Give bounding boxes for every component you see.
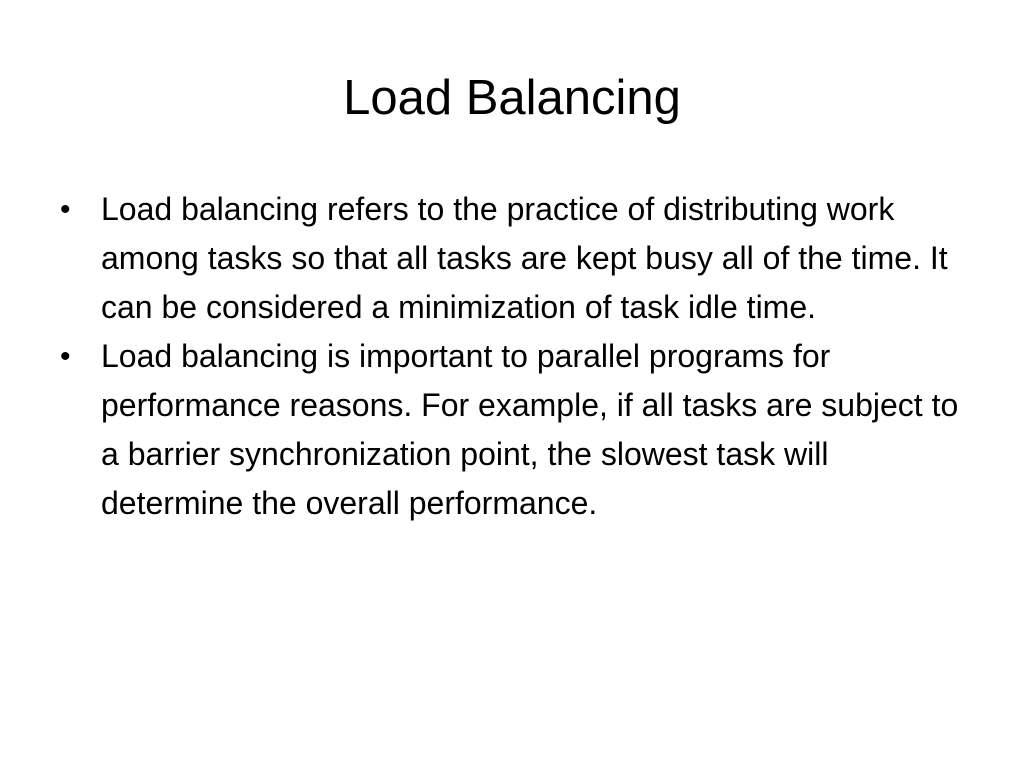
bullet-point-icon: • <box>60 340 71 373</box>
slide-title: Load Balancing <box>343 71 681 125</box>
bullet-text: Load balancing is important to parallel programs for performance reasons. For example, if all tasks are subject to a barrier synchronization point, the slowest task will determine the overall performance. <box>101 338 959 521</box>
bullet-list <box>58 185 968 528</box>
bullet-point-icon: • <box>60 193 71 226</box>
bullet-item <box>58 332 968 528</box>
bullet-item <box>58 185 968 332</box>
bullet-text: Load balancing refers to the practice of distributing work among tasks so that all tasks are kept busy all of the time. It can be considered a minimization of task idle time. <box>101 191 948 325</box>
